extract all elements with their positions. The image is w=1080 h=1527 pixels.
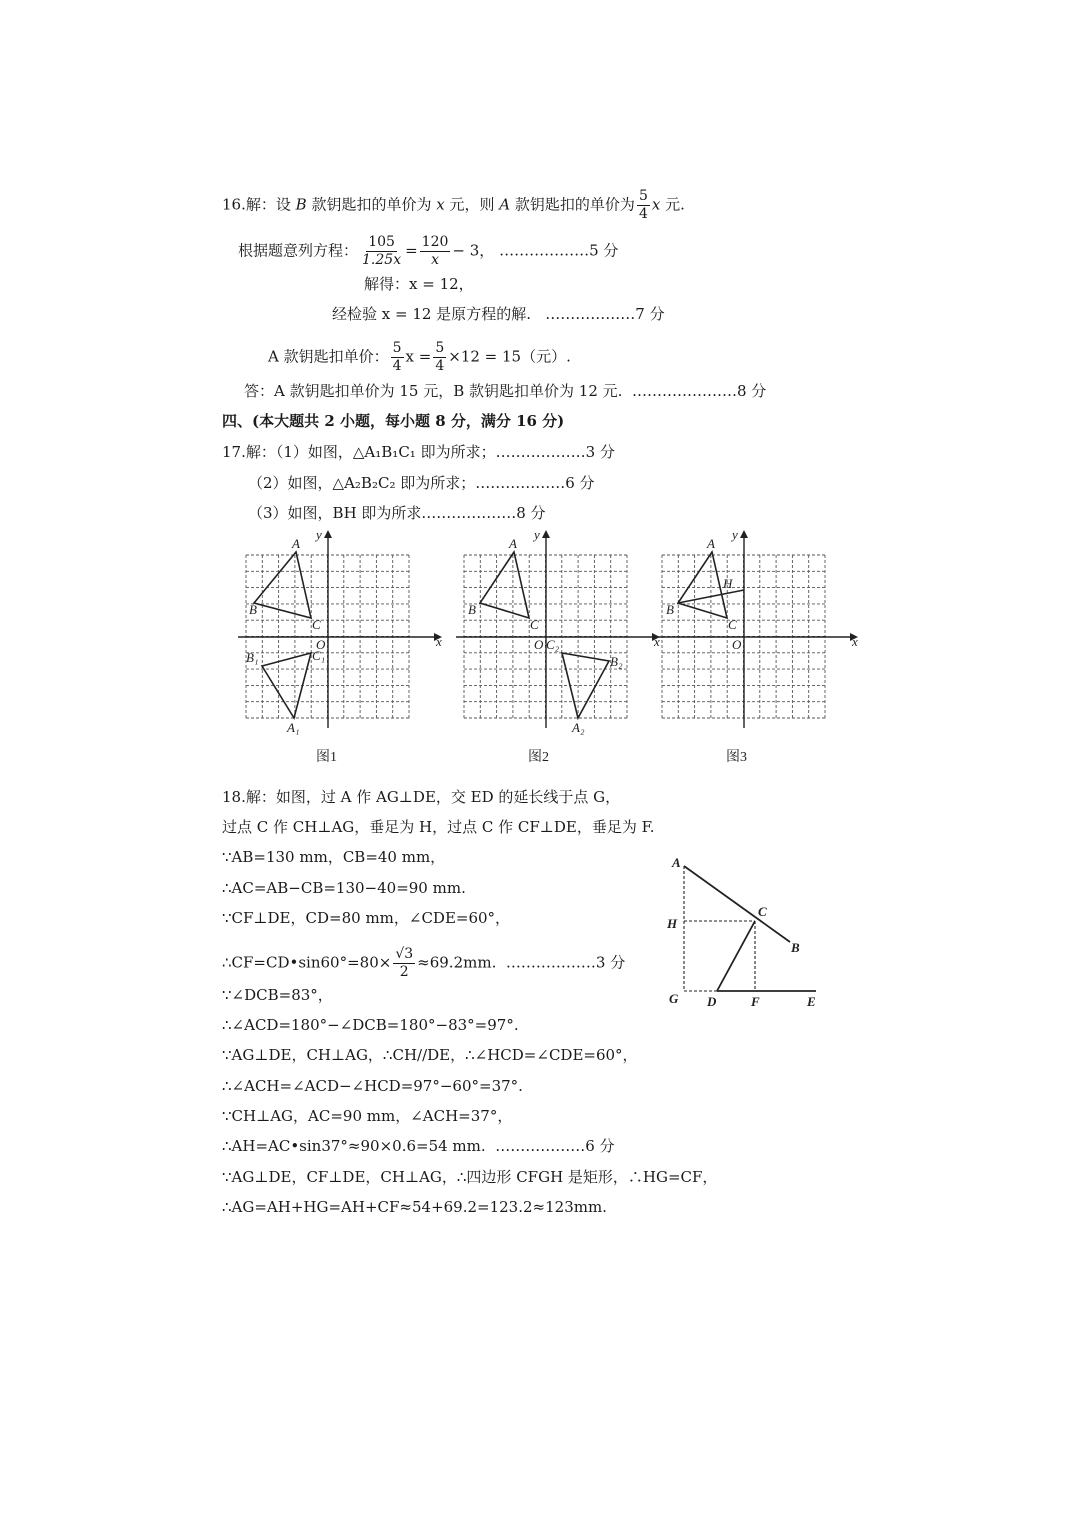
fig2-label-B2: B₂: [610, 654, 623, 669]
fig3-caption: 图3: [726, 750, 747, 765]
fig3-label-C: C: [728, 617, 737, 632]
section-4-heading: 四、(本大题共 2 小题，每小题 8 分，满分 16 分): [222, 412, 565, 430]
fig3-label-O: O: [732, 637, 742, 652]
q18-line-3: ∵AB=130 mm，CB=40 mm，: [222, 848, 446, 866]
fig1-label-A: A: [292, 536, 300, 551]
segment-AB: [684, 866, 790, 942]
q18-label-E: E: [807, 994, 816, 1009]
q16-line-3: 解得：x = 12，: [364, 275, 474, 293]
fig1-label-O: O: [316, 637, 326, 652]
q18-line-12: ∴AH=AC•sin37°≈90×0.6=54 mm. ………………6 分: [222, 1137, 615, 1155]
fig1-label-C1: C₁: [312, 648, 326, 663]
q18-line-13: ∵AG⊥DE，CF⊥DE，CH⊥AG，∴四边形 CFGH 是矩形，∴HG=CF，: [222, 1168, 718, 1186]
q16-line-2: 根据题意列方程： $\frac{105}{1.25x}$ = $\frac{120}{x}$ − 3， ………………5 分: [238, 234, 619, 268]
q18-label-G: G: [669, 991, 679, 1006]
fig2-label-A: A: [509, 536, 517, 551]
q17-line-1: 17.解：（1）如图，△A₁B₁C₁ 即为所求；………………3 分: [222, 443, 615, 461]
figure-2-grid: [454, 528, 670, 768]
q18-label-C: C: [758, 904, 767, 919]
q18-line-2: 过点 C 作 CH⊥AG，垂足为 H，过点 C 作 CF⊥DE，垂足为 F.: [222, 818, 655, 836]
q16-line-1: 16.解：设 B 款钥匙扣的单价为 x 元，则 A 款钥匙扣的单价为 $\frac{5}{4}$ x 元.: [222, 188, 685, 222]
q18-line-11: ∵CH⊥AG，AC=90 mm，∠ACH=37°，: [222, 1107, 513, 1125]
q16-line-4: 经检验 x = 12 是原方程的解. ………………7 分: [332, 305, 665, 323]
q18-label-A: A: [672, 855, 681, 870]
fraction-120: $\frac{120}{x}$: [421, 234, 449, 268]
q17-line-3: （3）如图，BH 即为所求.………………8 分: [248, 504, 546, 522]
q18-line-5: ∵CF⊥DE，CD=80 mm，∠CDE=60°，: [222, 909, 511, 927]
fig1-label-A1: A₁: [287, 720, 300, 735]
fraction-105: $\frac{105}{1.25x}$: [362, 234, 402, 268]
q18-line-7: ∵∠DCB=83°，: [222, 986, 333, 1004]
fraction-sqrt3-2: $\frac{√3}{2}$: [395, 946, 414, 980]
q18-line-1: 18.解：如图，过 A 作 AG⊥DE，交 ED 的延长线于点 G，: [222, 788, 621, 806]
q18-label-H: H: [667, 916, 678, 931]
q18-label-F: F: [751, 994, 760, 1009]
fig1-label-C: C: [312, 617, 321, 632]
fig3-label-A: A: [707, 536, 715, 551]
fig3-label-x: x: [852, 634, 858, 649]
fig1-label-B: B: [249, 602, 257, 617]
segment-CD: [717, 921, 755, 991]
fig2-label-C2: C₂: [546, 637, 560, 652]
fig1-label-x: x: [436, 634, 442, 649]
fig3-label-H: H: [723, 576, 733, 591]
triangle-ABC-2: [480, 552, 529, 618]
fig1-label-y: y: [316, 528, 322, 542]
q18-line-8: ∴∠ACD=180°−∠DCB=180°−83°=97°.: [222, 1016, 519, 1034]
figure-1-grid: [236, 528, 452, 768]
q17-line-2: （2）如图，△A₂B₂C₂ 即为所求；………………6 分: [248, 474, 595, 492]
q18-label-B: B: [791, 940, 800, 955]
q18-line-10: ∴∠ACH=∠ACD−∠HCD=97°−60°=37°.: [222, 1077, 523, 1095]
triangle-ABC-3: [678, 552, 727, 618]
fig1-caption: 图1: [316, 750, 337, 765]
q18-label-D: D: [707, 994, 717, 1009]
q16-line-5: A 款钥匙扣单价： $\frac{5}{4}$ x = $\frac{5}{4}$ ×12 = 15（元）.: [268, 340, 571, 374]
fig2-label-y: y: [534, 528, 540, 542]
q18-line-14: ∴AG=AH+HG=AH+CF≈54+69.2=123.2≈123mm.: [222, 1198, 607, 1216]
fig2-label-x: x: [654, 634, 660, 649]
q18-geometry-figure: [662, 850, 832, 1015]
fig3-label-y: y: [732, 528, 738, 542]
fig2-label-B: B: [468, 602, 476, 617]
fig2-label-A2: A₂: [572, 720, 585, 735]
figure-3-grid: [652, 528, 868, 768]
fig2-caption: 图2: [528, 750, 549, 765]
q18-line-4: ∴AC=AB−CB=130−40=90 mm.: [222, 879, 466, 897]
fig2-label-C: C: [530, 617, 539, 632]
q18-line-6: ∴CF=CD•sin60°=80× $\frac{√3}{2}$ ≈69.2mm. ………………3 分: [222, 946, 626, 980]
fig1-label-B1: B₁: [246, 650, 259, 665]
fig2-label-O: O: [534, 637, 544, 652]
fraction-5-4: $\frac{5}{4}$: [638, 188, 648, 222]
fig3-label-B: B: [666, 602, 674, 617]
q18-line-9: ∵AG⊥DE，CH⊥AG，∴CH//DE，∴∠HCD=∠CDE=60°，: [222, 1046, 638, 1064]
q16-answer: 答：A 款钥匙扣单价为 15 元，B 款钥匙扣单价为 12 元. …………………8 分: [244, 382, 767, 400]
